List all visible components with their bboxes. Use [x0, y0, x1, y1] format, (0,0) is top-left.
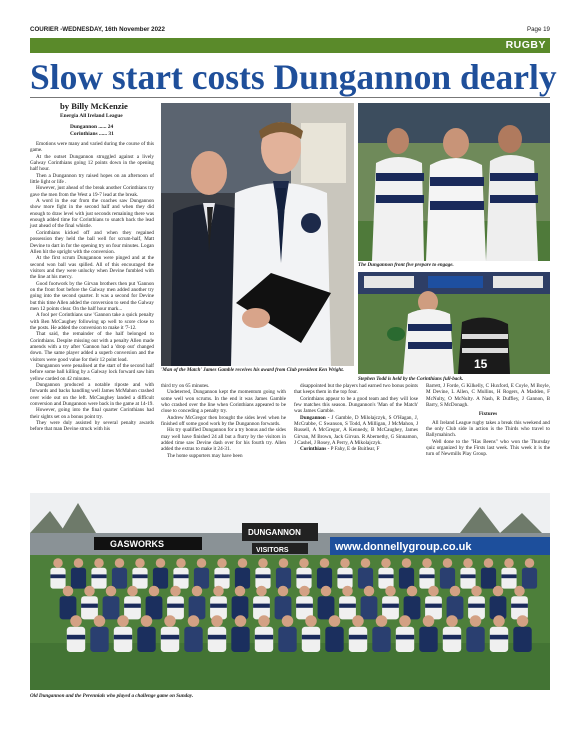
- player-head: [407, 586, 418, 597]
- player-jersey: [194, 568, 209, 589]
- player-head: [192, 586, 203, 597]
- headline: Slow start costs Dungannon dearly: [30, 57, 557, 97]
- player-jersey: [276, 568, 291, 589]
- page-number: Page 19: [526, 26, 550, 33]
- jersey-stripe: [501, 574, 516, 578]
- player-head: [402, 558, 412, 568]
- score-box: [70, 124, 114, 138]
- player-head: [299, 586, 310, 597]
- paragraph: That said, the remainder of the half belonged to Corinthians. Despite missing out with a penalty Allen made amends with a try after 'Gannon had a 'drop out' changed down. The same player added a superb conversion and the visitors were good value for their 12 point lead.: [30, 331, 154, 363]
- paragraph: Andrew McGregor then brought the sides level when he finished off some good work by the Dungannon forwards.: [161, 414, 286, 428]
- player-jersey: [302, 627, 320, 652]
- jersey-stripe: [50, 574, 65, 578]
- player-head: [525, 558, 535, 568]
- paragraph: However, just ahead of the break another Corinthians try gave the men from the West a 19-7 lead at the break.: [30, 185, 154, 198]
- player-head: [385, 586, 396, 597]
- jersey-stripe: [490, 635, 508, 640]
- paragraph: The home supporters may have been: [167, 452, 243, 459]
- player-jersey: [337, 568, 352, 589]
- jersey-stripe: [255, 635, 273, 640]
- player-jersey: [153, 568, 168, 589]
- player-head: [470, 615, 482, 627]
- player-jersey: [361, 596, 378, 619]
- paragraph: All Ireland League rugby takes a break this weekend and the only Club side in action is the Thirds who travel to Ballymahinch.: [426, 419, 550, 439]
- jersey-stripe: [173, 574, 188, 578]
- player-head: [443, 558, 453, 568]
- section-bar: [30, 38, 550, 53]
- player-head: [258, 558, 268, 568]
- player-head: [493, 615, 505, 627]
- player-head: [278, 586, 289, 597]
- score-row-corinthians: Corinthians ...... 31: [70, 131, 114, 137]
- player-head: [446, 615, 458, 627]
- photo-stephen-todd: [358, 272, 550, 374]
- photo-front-five: [358, 103, 550, 261]
- paragraph: His try qualified Dungannon for a try bonus and the sides may well have finished 24 all but a flurry by the visitors in added time saw Devine dash over for his fourth try. Allen added the extras to make it 24-31.: [161, 427, 286, 453]
- player-head: [504, 558, 514, 568]
- player-jersey: [466, 627, 484, 652]
- player-jersey: [443, 627, 461, 652]
- player-head: [84, 586, 95, 597]
- jersey-stripe: [337, 574, 352, 578]
- jersey-stripe: [132, 574, 147, 578]
- player-jersey: [132, 568, 147, 589]
- player-head: [156, 558, 166, 568]
- player-head: [352, 615, 364, 627]
- fixtures-heading: Fixtures: [478, 411, 498, 418]
- player-jersey: [372, 627, 390, 652]
- paragraph: Corinthians kicked off and when they regained possession they held the ball well for scrum-half, Matt Devine to dart in for the opening try on four minutes. Logan Allen hit the upright with the conversion.: [30, 229, 154, 255]
- player-head: [211, 615, 223, 627]
- player-jersey: [103, 596, 120, 619]
- player-head: [463, 558, 473, 568]
- sign-gasworks: GASWORKS: [110, 539, 164, 549]
- jersey-stripe: [214, 574, 229, 578]
- jersey-stripe: [296, 604, 313, 608]
- player-head: [63, 586, 74, 597]
- jersey-stripe: [296, 574, 311, 578]
- jersey-stripe: [460, 574, 475, 578]
- player-jersey: [161, 627, 179, 652]
- player-head: [361, 558, 371, 568]
- player-jersey: [399, 568, 414, 589]
- player-head: [320, 558, 330, 568]
- player-head: [176, 558, 186, 568]
- jersey-stripe: [255, 574, 270, 578]
- byline: by Billy McKenzie: [60, 101, 128, 111]
- photo-man-of-the-match: [161, 103, 354, 366]
- player-head: [514, 586, 525, 597]
- paragraph: Corinthians appear to be a good team and they will lose few matches this season. Dungannon's 'Man of the Match' was James Gamble.: [294, 395, 418, 415]
- player-jersey: [114, 627, 132, 652]
- player-head: [149, 586, 160, 597]
- player-head: [329, 615, 341, 627]
- paragraph: They were duly assisted by several penalty awards before that man Devine struck with his: [30, 420, 154, 433]
- player-head: [188, 615, 200, 627]
- player-jersey: [231, 627, 249, 652]
- paragraph: Then a Dungannon try raised hopes on an afternoon of little light or life .: [30, 172, 154, 186]
- player-head: [117, 615, 129, 627]
- player-jersey: [447, 596, 464, 619]
- jersey-stripe: [91, 574, 106, 578]
- player-head: [135, 558, 145, 568]
- photo-team-group: [30, 493, 550, 690]
- jersey-stripe: [210, 604, 227, 608]
- lineup-paragraph: Corinthians - P Fahy, E de Buitlear, F: [300, 446, 380, 453]
- jersey-stripe: [67, 635, 85, 640]
- player-jersey: [278, 627, 296, 652]
- player-head: [70, 615, 82, 627]
- player-jersey: [358, 568, 373, 589]
- player-head: [517, 615, 529, 627]
- player-jersey: [137, 627, 155, 652]
- caption-photo-4: Old Dungannon and the Perennials who played a challenge game on Sunday.: [30, 693, 194, 699]
- paragraph: A fool per Corinthians saw 'Gannon take a quick penalty with Ben McCaughey following up well to score close to the posts. He added the conversion to make it '7-12.: [30, 312, 154, 331]
- player-head: [381, 558, 391, 568]
- jersey-stripe: [81, 604, 98, 608]
- jersey-stripe: [378, 574, 393, 578]
- player-head: [428, 586, 439, 597]
- jersey-stripe: [161, 635, 179, 640]
- player-jersey: [419, 568, 434, 589]
- paragraph: At the outset Dungannon struggled against a lively Galway Corinthians going 12 points down in the opening half hour.: [30, 153, 154, 173]
- paragraph: Dungannon were penalised at the start of the second half before some ball killing by a Galway lock forward saw him yellow carded on 42 minutes.: [30, 363, 154, 382]
- paragraph: Well done to the "Has Beens" who won the Thursday quiz organized by the Firsts last week. This week it is the turn of Newmills Play Group.: [426, 438, 550, 458]
- sign-donnelly: www.donnellygroup.co.uk: [335, 541, 472, 553]
- player-jersey: [90, 627, 108, 652]
- player-jersey: [255, 627, 273, 652]
- jersey-stripe: [114, 635, 132, 640]
- player-jersey: [522, 568, 537, 589]
- player-jersey: [490, 627, 508, 652]
- player-jersey: [378, 568, 393, 589]
- player-head: [305, 615, 317, 627]
- jersey-stripe: [339, 604, 356, 608]
- player-jersey: [460, 568, 475, 589]
- paragraph: Dungannon produced a notable riposte and with forwards and backs handling well James McMahon crashed over wide out on the left. McCaughey landed a difficult conversion and Dungannon were back in the game at 14-19.: [30, 382, 154, 408]
- jersey-number: 15: [474, 357, 488, 371]
- player-head: [422, 558, 432, 568]
- paragraph: Good footwork by the Girvan brothers then put 'Gannon on the front foot before the Galway men added another try going into the second quarter. It was a second for Devine but this time Allen added the conversion to send the Galway men 12 points clear. On the half hour mark...: [30, 280, 154, 312]
- player-head: [258, 615, 270, 627]
- caption-photo-3: Stephen Todd is held by the Corinthians full-back.: [358, 376, 464, 382]
- player-jersey: [184, 627, 202, 652]
- player-head: [450, 586, 461, 597]
- article-column-1: [30, 141, 154, 491]
- jersey-stripe: [419, 574, 434, 578]
- player-head: [364, 586, 375, 597]
- player-head: [53, 558, 63, 568]
- jersey-stripe: [302, 635, 320, 640]
- section-label: RUGBY: [505, 39, 546, 51]
- sign-visitors: VISITORS: [256, 547, 289, 554]
- player-head: [484, 558, 494, 568]
- player-head: [141, 615, 153, 627]
- player-head: [164, 615, 176, 627]
- player-jersey: [513, 627, 531, 652]
- headline-rule: [30, 97, 550, 98]
- player-head: [342, 586, 353, 597]
- player-head: [106, 586, 117, 597]
- player-jersey: [396, 627, 414, 652]
- lineup-paragraph: Dungannon - J Gamble, D Milolajczyk, S O'Hagan, J, McCrabbe, C Swanson, S Todd, A Milligan, J McMahon, J Russell, A McGregor, A Kennedy, B McCaughey, James Girvan, M Brown, Jack Girvan. R Abernethy, G Sinnamon, J Cashel, J Rosey, A Perry, A Mikolajczyk.: [294, 414, 418, 447]
- jersey-stripe: [167, 604, 184, 608]
- player-jersey: [173, 568, 188, 589]
- player-head: [340, 558, 350, 568]
- player-jersey: [214, 568, 229, 589]
- article-column-3: [294, 383, 418, 493]
- player-jersey: [325, 627, 343, 652]
- paragraph: However, going into the final quarter Corinthians had their sights set on a bonus point try.: [30, 407, 154, 420]
- player-head: [321, 586, 332, 597]
- player-jersey: [71, 568, 86, 589]
- player-jersey: [255, 568, 270, 589]
- player-head: [170, 586, 181, 597]
- player-jersey: [91, 568, 106, 589]
- paragraph: A word in the ear from the coaches saw Dungannon show more fight in the second half and when they did enough to draw level with just seconds remaining there was enough added time for Corinthians to snatch back the lead just ahead of the final whistle.: [30, 198, 154, 230]
- player-jersey: [296, 568, 311, 589]
- jersey-stripe: [349, 635, 367, 640]
- player-head: [213, 586, 224, 597]
- player-jersey: [349, 627, 367, 652]
- player-head: [376, 615, 388, 627]
- score-row-dungannon: Dungannon ...... 24: [70, 124, 114, 130]
- player-head: [94, 558, 104, 568]
- jersey-stripe: [382, 604, 399, 608]
- player-head: [127, 586, 138, 597]
- paragraph: At the first scrum Dungannon were pinged and at the second won ball was spilled. All of this encouraged the visitors and they were unlucky when Devine fumbled with the line at his mercy.: [30, 255, 154, 281]
- league-name: Energia All Ireland League: [60, 113, 123, 119]
- caption-photo-1: 'Man of the Match' James Gamble receives his award from Club president Ken Wright.: [161, 367, 344, 373]
- player-head: [299, 558, 309, 568]
- sign-dungannon: DUNGANNON: [248, 528, 301, 537]
- paragraph: third try on 65 minutes.: [161, 383, 210, 389]
- player-jersey: [481, 568, 496, 589]
- jersey-stripe: [396, 635, 414, 640]
- player-head: [256, 586, 267, 597]
- player-head: [115, 558, 125, 568]
- paragraph: Undeterred, Dungannon kept the momentum going with some well won scrums. In the end it was James Gamble who crashed over the line when Corinthians appeared to be close to conceding a penalty try.: [161, 389, 286, 415]
- jersey-stripe: [124, 604, 141, 608]
- player-head: [74, 558, 84, 568]
- player-jersey: [317, 568, 332, 589]
- player-jersey: [208, 627, 226, 652]
- jersey-stripe: [511, 604, 528, 608]
- article-column-2: [161, 383, 286, 493]
- player-head: [235, 586, 246, 597]
- player-head: [94, 615, 106, 627]
- jersey-stripe: [468, 604, 485, 608]
- player-head: [279, 558, 289, 568]
- jersey-stripe: [208, 635, 226, 640]
- player-head: [197, 558, 207, 568]
- article-column-4: [426, 383, 550, 493]
- player-jersey: [501, 568, 516, 589]
- caption-photo-2: The Dungannon front five prepare to engage.: [358, 262, 454, 268]
- jersey-stripe: [253, 604, 270, 608]
- paragraph: disappointed but the players had earned two bonus points that keeps them in the top four.: [294, 383, 418, 396]
- player-head: [282, 615, 294, 627]
- player-jersey: [440, 568, 455, 589]
- paragraph: Emotions were many and varied during the course of this game.: [30, 141, 154, 154]
- page-header: [30, 26, 550, 36]
- player-head: [235, 615, 247, 627]
- header-date: COURIER -WEDNESDAY, 16th November 2022: [30, 26, 165, 33]
- jersey-stripe: [425, 604, 442, 608]
- paragraph: Barrett, J Forde, G Kilkelly, C Huxford, E Coyle, M Boyle, M Devine, L Allen, C Mullins, H Rogers, A Madden, F McNulty, O McNulty. A Nash, R Duffley, J Gannon, B Barry, S McDonagh.: [426, 383, 550, 409]
- jersey-stripe: [443, 635, 461, 640]
- player-head: [399, 615, 411, 627]
- player-head: [493, 586, 504, 597]
- player-head: [238, 558, 248, 568]
- player-head: [471, 586, 482, 597]
- player-head: [423, 615, 435, 627]
- player-jersey: [112, 568, 127, 589]
- player-jersey: [419, 627, 437, 652]
- player-jersey: [50, 568, 65, 589]
- player-jersey: [235, 568, 250, 589]
- player-jersey: [67, 627, 85, 652]
- player-head: [217, 558, 227, 568]
